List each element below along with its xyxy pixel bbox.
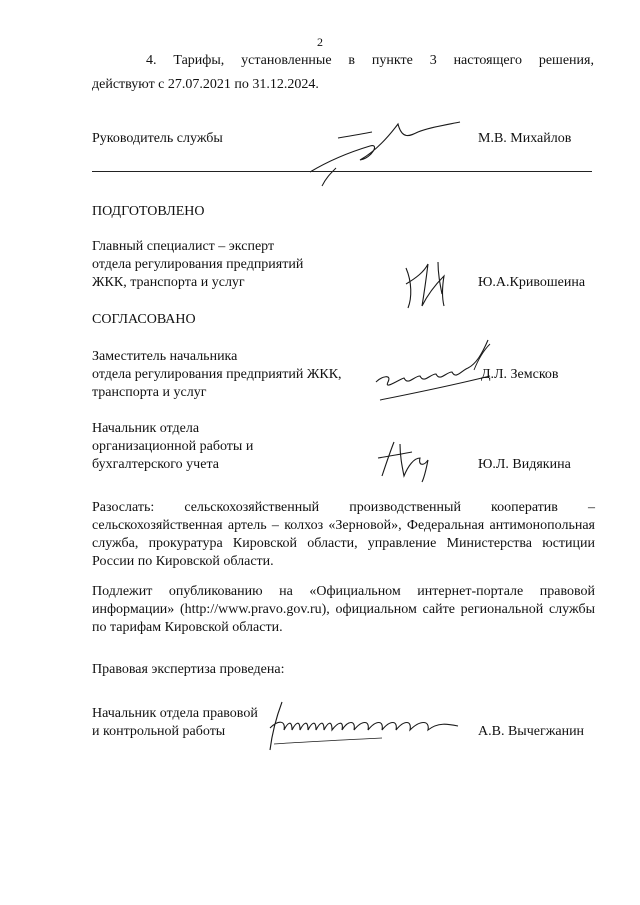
approver-2-signature bbox=[372, 436, 442, 486]
position-line: бухгалтерского учета bbox=[92, 457, 219, 472]
head-name: М.В. Михайлов bbox=[478, 131, 572, 146]
position-line: Начальник отдела правовой bbox=[92, 706, 258, 721]
position-line: ЖКК, транспорта и услуг bbox=[92, 275, 245, 290]
clause-4-line-1 bbox=[92, 52, 594, 70]
approver-2-name: Ю.Л. Видякина bbox=[478, 457, 571, 472]
position-line: организационной работы и bbox=[92, 439, 254, 454]
publication-note: Подлежит опубликованию на «Официальном интернет-портале правовой информации» (http://www.pravo.gov.ru), официальном сайте региональной службы по тарифам Кировской области. bbox=[92, 584, 595, 635]
clause-word: в bbox=[348, 53, 356, 68]
approver-1-name: Д.Л. Земсков bbox=[481, 367, 559, 382]
legal-review-signature bbox=[262, 698, 462, 754]
separator-line bbox=[92, 171, 592, 172]
page-number: 2 bbox=[317, 35, 323, 49]
clause-word: 4. bbox=[146, 53, 157, 68]
clause-word: Тарифы, bbox=[173, 53, 225, 68]
position-line: Главный специалист – эксперт bbox=[92, 239, 275, 254]
clause-word: настоящего bbox=[453, 53, 522, 68]
legal-review-name: А.В. Вычегжанин bbox=[478, 724, 585, 739]
prepared-signature bbox=[398, 254, 468, 314]
prepared-heading: ПОДГОТОВЛЕНО bbox=[92, 204, 205, 219]
clause-4-line-2: действуют с 27.07.2021 по 31.12.2024. bbox=[92, 77, 319, 92]
clause-word: установленные bbox=[241, 53, 332, 68]
position-line: отдела регулирования предприятий bbox=[92, 257, 304, 272]
clause-word: решения, bbox=[538, 53, 594, 68]
prepared-name: Ю.А.Кривошеина bbox=[478, 275, 586, 290]
position-line: и контрольной работы bbox=[92, 724, 226, 739]
legal-review-position bbox=[92, 705, 258, 741]
clause-word: 3 bbox=[429, 53, 437, 68]
clause-word: пункте bbox=[371, 53, 413, 68]
position-line: Начальник отдела bbox=[92, 421, 200, 436]
legal-review-statement: Правовая экспертиза проведена: bbox=[92, 662, 285, 677]
head-title: Руководитель службы bbox=[92, 131, 223, 146]
prepared-position bbox=[92, 238, 303, 292]
distribution-list: Разослать: сельскохозяйственный производственный кооператив – сельскохозяйственная артель – колхоз «Зерновой», Федеральная антимонопольная служба, прокуратура Кировской области, управление Министерства юстиции России по Кировской области. bbox=[92, 500, 595, 569]
agreed-heading: СОГЛАСОВАНО bbox=[92, 312, 196, 327]
approver-2-position bbox=[92, 420, 253, 474]
position-line: транспорта и услуг bbox=[92, 385, 207, 400]
position-line: отдела регулирования предприятий ЖКК, bbox=[92, 367, 342, 382]
position-line: Заместитель начальника bbox=[92, 349, 238, 364]
approver-1-position bbox=[92, 348, 342, 402]
head-signature bbox=[300, 110, 470, 190]
